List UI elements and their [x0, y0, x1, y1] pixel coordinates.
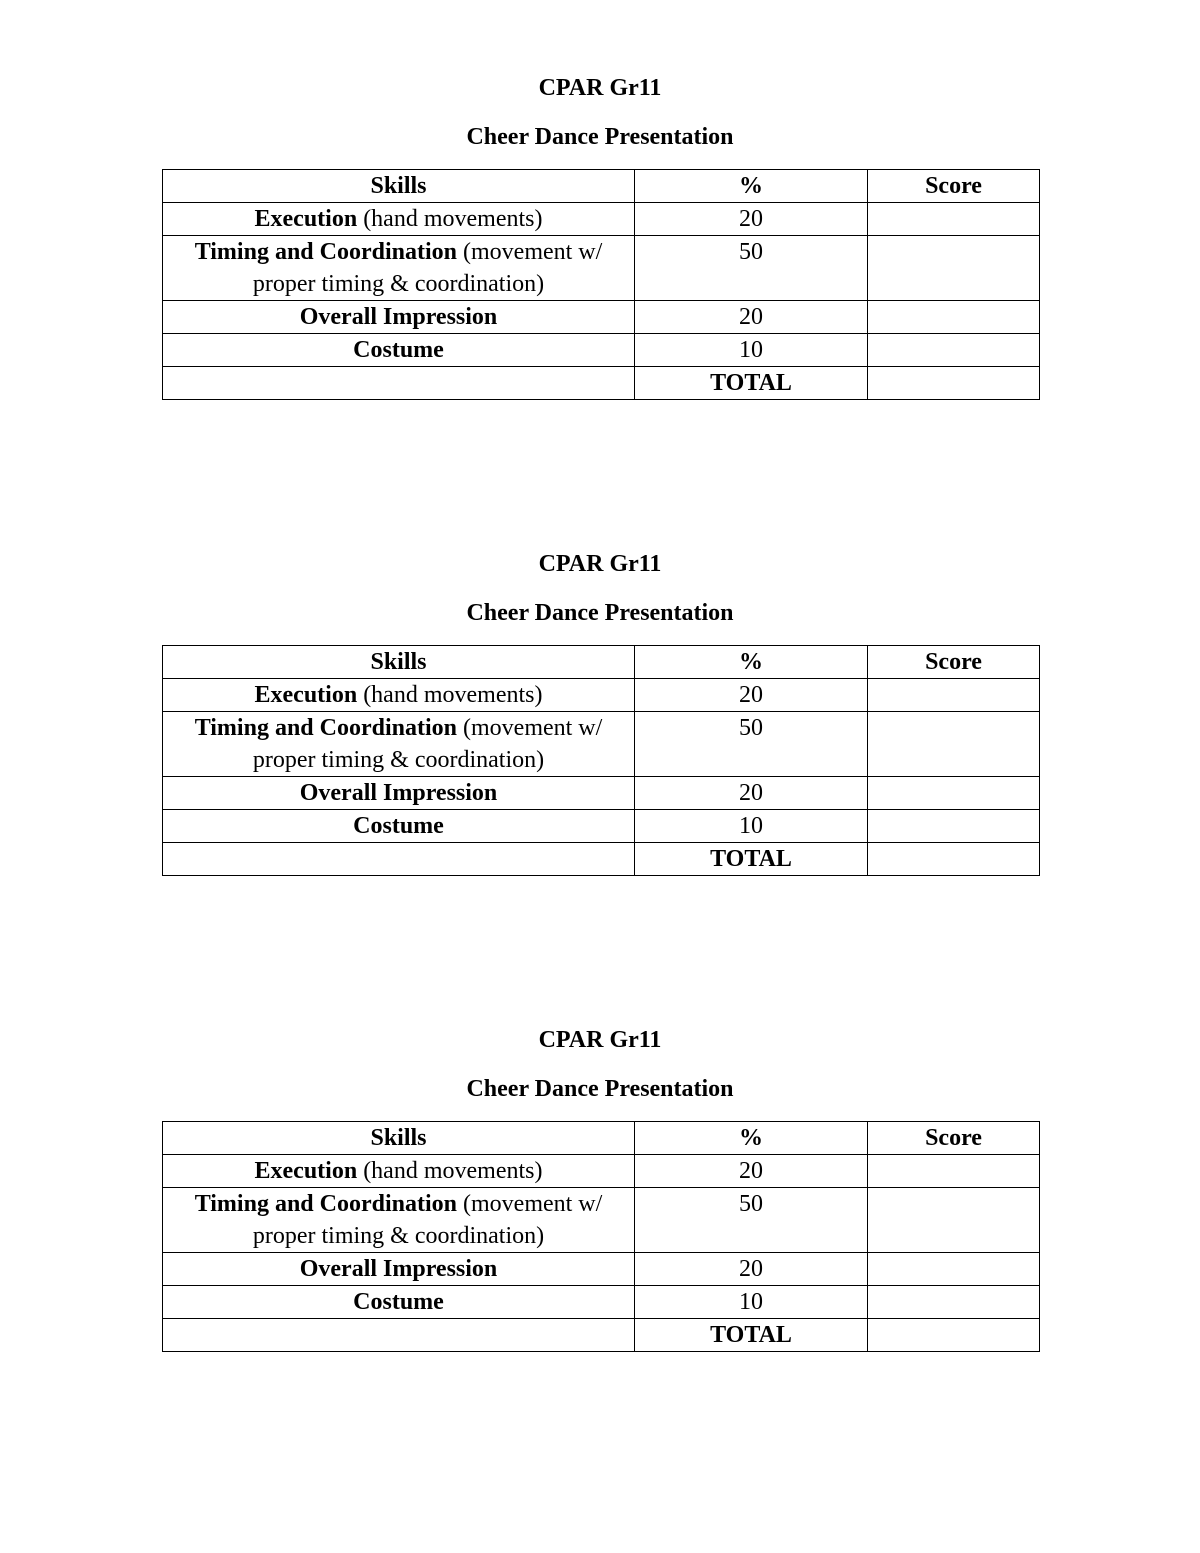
course-title: CPAR Gr11 [538, 1027, 662, 1053]
header-percent: % [635, 170, 868, 203]
score-cell[interactable] [868, 301, 1040, 334]
percent-cell: 20 [635, 301, 868, 334]
rubric-table [162, 169, 1040, 400]
percent-cell: 10 [635, 810, 868, 843]
header-score: Score [868, 1122, 1040, 1155]
skill-name: Costume [353, 813, 444, 839]
skill-description: (hand movements) [357, 206, 543, 232]
skill-cell [163, 1253, 635, 1286]
header-percent: % [635, 1122, 868, 1155]
score-cell[interactable] [868, 777, 1040, 810]
total-row [163, 843, 1040, 876]
total-label: TOTAL [635, 1319, 868, 1352]
total-row [163, 367, 1040, 400]
table-row [163, 1155, 1040, 1188]
table-row [163, 679, 1040, 712]
skill-name: Costume [353, 1289, 444, 1315]
total-score-cell[interactable] [868, 1319, 1040, 1352]
table-row [163, 1286, 1040, 1319]
skill-cell [163, 810, 635, 843]
header-skills: Skills [163, 646, 635, 679]
skill-cell [163, 203, 635, 236]
table-row [163, 203, 1040, 236]
table-header-row [163, 1122, 1040, 1155]
table-header-row [163, 646, 1040, 679]
percent-cell: 20 [635, 203, 868, 236]
empty-cell [163, 367, 635, 400]
skill-cell [163, 301, 635, 334]
skill-description: (movement w/ proper timing & coordination) [252, 239, 603, 297]
empty-cell [163, 1319, 635, 1352]
skill-cell [163, 236, 635, 301]
empty-cell [163, 843, 635, 876]
skill-name: Timing and Coordination [194, 239, 457, 265]
skill-description: (movement w/ proper timing & coordination) [252, 715, 603, 773]
skill-description: (hand movements) [357, 1158, 543, 1184]
skill-name: Overall Impression [299, 304, 498, 330]
total-score-cell[interactable] [868, 843, 1040, 876]
score-cell[interactable] [868, 236, 1040, 301]
score-cell[interactable] [868, 1253, 1040, 1286]
percent-cell: 50 [635, 236, 868, 301]
skill-cell [163, 679, 635, 712]
total-score-cell[interactable] [868, 367, 1040, 400]
rubric-table [162, 1121, 1040, 1352]
skill-cell [163, 1188, 635, 1253]
header-score: Score [868, 170, 1040, 203]
table-row [163, 334, 1040, 367]
table-row [163, 236, 1040, 301]
percent-cell: 20 [635, 679, 868, 712]
skill-name: Overall Impression [299, 780, 498, 806]
skill-cell [163, 1286, 635, 1319]
rubric-title: Cheer Dance Presentation [466, 600, 734, 626]
skill-name: Timing and Coordination [194, 1191, 457, 1217]
table-row [163, 301, 1040, 334]
total-label: TOTAL [635, 843, 868, 876]
skill-name: Execution [254, 682, 358, 708]
skill-name: Execution [254, 1158, 358, 1184]
table-row [163, 1188, 1040, 1253]
header-skills: Skills [163, 1122, 635, 1155]
percent-cell: 10 [635, 1286, 868, 1319]
skill-description: (hand movements) [357, 682, 543, 708]
percent-cell: 10 [635, 334, 868, 367]
skill-description: (movement w/ proper timing & coordination) [252, 1191, 603, 1249]
skill-cell [163, 1155, 635, 1188]
course-title: CPAR Gr11 [538, 551, 662, 577]
score-cell[interactable] [868, 334, 1040, 367]
percent-cell: 20 [635, 1155, 868, 1188]
rubric-table [162, 645, 1040, 876]
total-label: TOTAL [635, 367, 868, 400]
score-cell[interactable] [868, 1155, 1040, 1188]
score-cell[interactable] [868, 712, 1040, 777]
course-title: CPAR Gr11 [538, 75, 662, 101]
skill-cell [163, 334, 635, 367]
table-header-row [163, 170, 1040, 203]
score-cell[interactable] [868, 203, 1040, 236]
score-cell[interactable] [868, 1188, 1040, 1253]
skill-name: Execution [254, 206, 358, 232]
percent-cell: 20 [635, 777, 868, 810]
skill-cell [163, 712, 635, 777]
table-row [163, 810, 1040, 843]
score-cell[interactable] [868, 679, 1040, 712]
rubric-title: Cheer Dance Presentation [466, 124, 734, 150]
rubric-title: Cheer Dance Presentation [466, 1076, 734, 1102]
skill-name: Overall Impression [299, 1256, 498, 1282]
total-row [163, 1319, 1040, 1352]
percent-cell: 20 [635, 1253, 868, 1286]
header-skills: Skills [163, 170, 635, 203]
score-cell[interactable] [868, 1286, 1040, 1319]
score-cell[interactable] [868, 810, 1040, 843]
skill-name: Costume [353, 337, 444, 363]
table-row [163, 712, 1040, 777]
percent-cell: 50 [635, 712, 868, 777]
table-row [163, 1253, 1040, 1286]
header-score: Score [868, 646, 1040, 679]
percent-cell: 50 [635, 1188, 868, 1253]
skill-name: Timing and Coordination [194, 715, 457, 741]
header-percent: % [635, 646, 868, 679]
table-row [163, 777, 1040, 810]
skill-cell [163, 777, 635, 810]
